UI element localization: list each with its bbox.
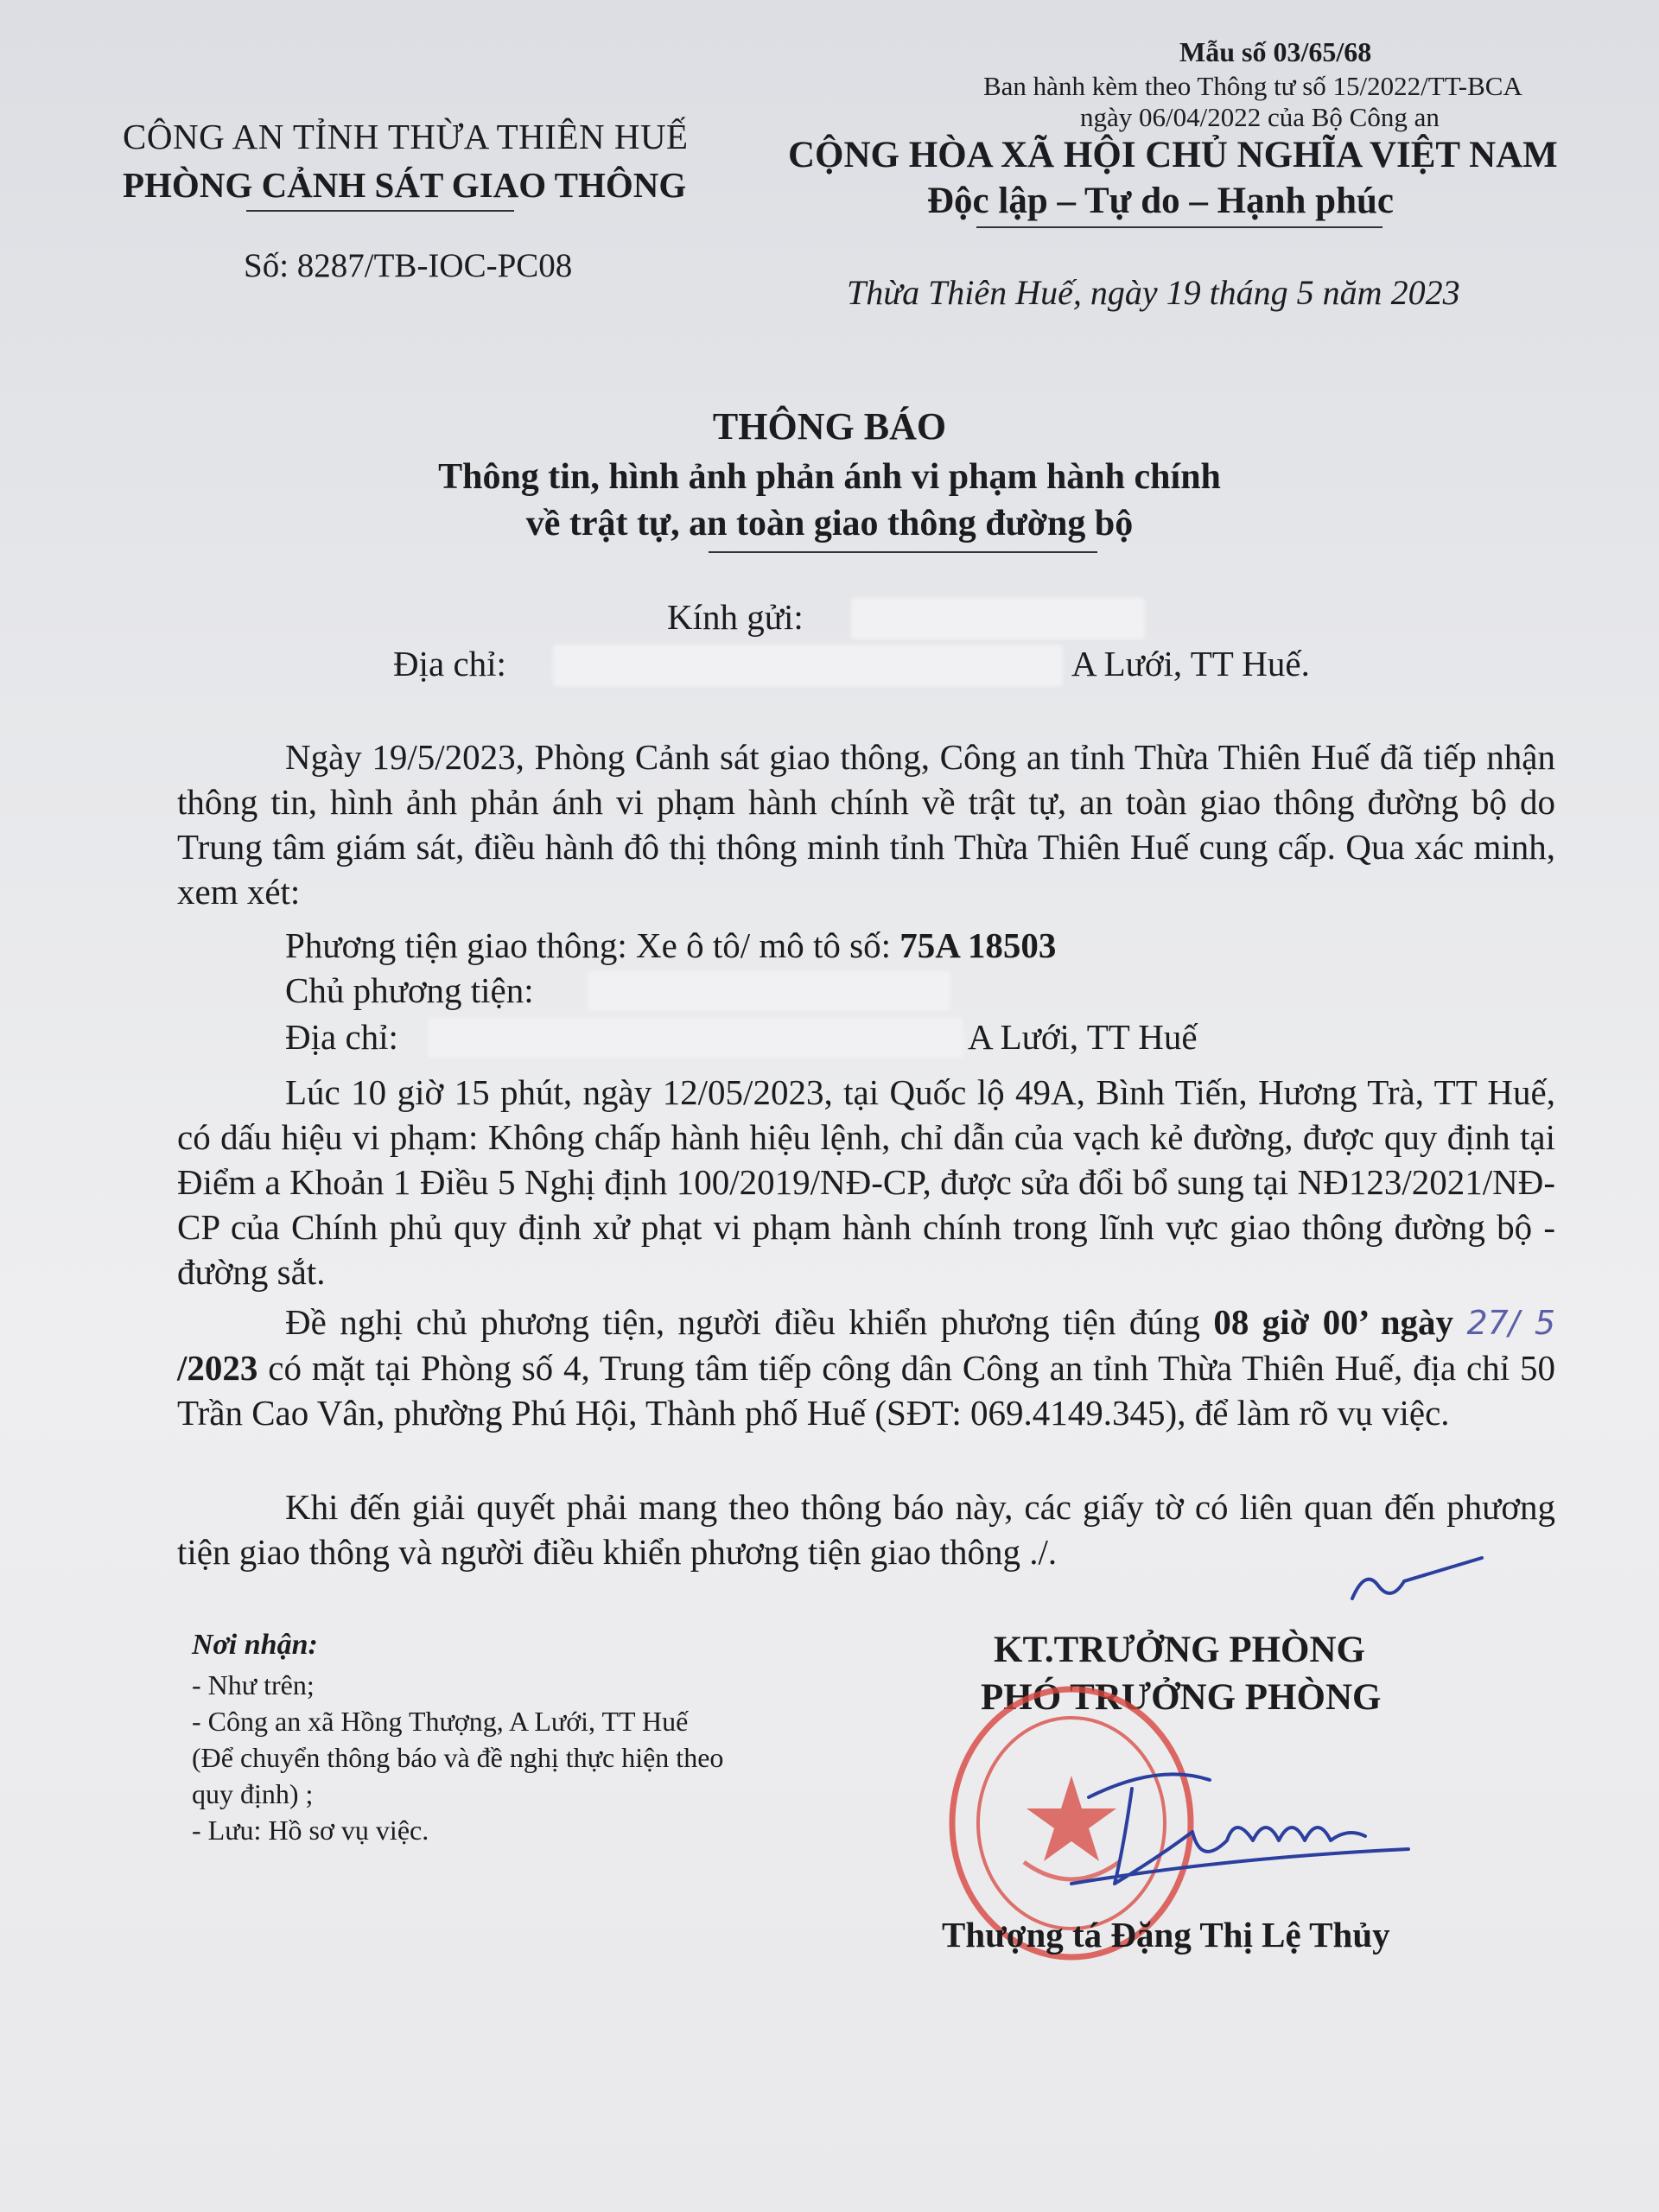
recipients-title: Nơi nhận: <box>192 1629 318 1661</box>
place-date: Thừa Thiên Huế, ngày 19 tháng 5 năm 2023 <box>847 273 1460 312</box>
recipient-label: Kính gửi: <box>667 597 804 637</box>
document-subtitle-2: về trật tự, an toàn giao thông đường bộ <box>525 504 1134 543</box>
title-underline <box>709 551 1097 553</box>
summons-text-a: Đề nghị chủ phương tiện, người điều khiển phương tiện đúng <box>285 1302 1200 1342</box>
document-subtitle-1: Thông tin, hình ảnh phản ánh vi phạm hành chính <box>438 457 1221 497</box>
owner-address-suffix: A Lưới, TT Huế <box>968 1017 1198 1057</box>
motto-underline <box>976 226 1382 228</box>
redacted-recipient-address <box>553 645 1063 686</box>
signature-title-2: PHÓ TRƯỞNG PHÒNG <box>981 1677 1382 1718</box>
recipients-item: - Lưu: Hồ sơ vụ việc. <box>192 1815 429 1846</box>
form-issued-note: Ban hành kèm theo Thông tư số 15/2022/TT-BCA <box>983 71 1522 101</box>
agency-name: PHÒNG CẢNH SÁT GIAO THÔNG <box>123 165 687 205</box>
recipients-item: - Công an xã Hồng Thượng, A Lưới, TT Huế <box>192 1706 689 1737</box>
paragraph-violation <box>177 1070 1555 1294</box>
vehicle-label: Phương tiện giao thông: Xe ô tô/ mô tô số: <box>285 925 892 965</box>
instructions-text: Khi đến giải quyết phải mang theo thông báo này, các giấy tờ có liên quan đến phương tiện giao thông và người điều khiển phương tiện giao thông ./. <box>177 1487 1555 1572</box>
national-motto: Độc lập – Tự do – Hạnh phúc <box>927 181 1394 221</box>
signer-name: Thượng tá Đặng Thị Lệ Thủy <box>942 1915 1390 1955</box>
recipient-address-suffix: A Lưới, TT Huế. <box>1071 644 1310 683</box>
recipients-item: - Như trên; <box>192 1669 315 1700</box>
vehicle-line <box>285 925 1056 966</box>
redacted-owner-name <box>588 971 950 1011</box>
owner-address-label: Địa chỉ: <box>285 1017 398 1057</box>
redacted-recipient-name <box>851 598 1145 639</box>
document-number: Số: 8287/TB-IOC-PC08 <box>244 247 573 284</box>
handwritten-date: 27/ 5 <box>1466 1304 1556 1342</box>
form-issued-date: ngày 06/04/2022 của Bộ Công an <box>1080 102 1440 132</box>
summons-year: /2023 <box>177 1348 258 1388</box>
handwritten-tick-icon <box>1344 1551 1491 1611</box>
redacted-owner-address <box>428 1018 963 1058</box>
signature-title-1: KT.TRƯỞNG PHÒNG <box>994 1630 1365 1670</box>
recipient-address-label: Địa chỉ: <box>393 644 506 683</box>
summons-text-b: có mặt tại Phòng số 4, Trung tâm tiếp công dân Công an tỉnh Thừa Thiên Huế, địa chỉ 50 Trần Cao Vân, phường Phú Hội, Thành phố Huế (SĐT: 069.4149.345), để làm rõ vụ việc. <box>177 1348 1556 1433</box>
document-title: THÔNG BÁO <box>712 405 947 448</box>
country-name: CỘNG HÒA XÃ HỘI CHỦ NGHĨA VIỆT NAM <box>788 135 1558 175</box>
paragraph-summons <box>177 1300 1555 1435</box>
violation-text: Lúc 10 giờ 15 phút, ngày 12/05/2023, tại Quốc lộ 49A, Bình Tiến, Hương Trà, TT Huế, có dấu hiệu vi phạm: Không chấp hành hiệu lệnh, chỉ dẫn của vạch kẻ đường, được quy định tại Điểm a Khoản 1 Điều 5 Nghị định 100/2019/NĐ-CP, được sửa đổi bổ sung tại NĐ123/2021/NĐ-CP của Chính phủ quy định xử phạt vi phạm hành chính trong lĩnh vực giao thông đường bộ - đường sắt. <box>177 1072 1555 1292</box>
recipients-item: quy định) ; <box>192 1778 314 1809</box>
owner-label: Chủ phương tiện: <box>285 970 534 1010</box>
form-number: Mẫu số 03/65/68 <box>1179 36 1372 67</box>
summons-time: 08 giờ 00’ ngày <box>1213 1302 1454 1342</box>
recipients-item: (Để chuyển thông báo và đề nghị thực hiện theo <box>192 1742 724 1773</box>
handwritten-signature-icon <box>1054 1754 1417 1910</box>
paragraph-intro: Ngày 19/5/2023, Phòng Cảnh sát giao thông, Công an tỉnh Thừa Thiên Huế đã tiếp nhận thông tin, hình ảnh phản ánh vi phạm hành chính về trật tự, an toàn giao thông đường bộ do Trung tâm giám sát, điều hành đô thị thông minh tỉnh Thừa Thiên Huế cung cấp. Qua xác minh, xem xét: <box>177 737 1555 912</box>
agency-parent: CÔNG AN TỈNH THỪA THIÊN HUẾ <box>123 117 689 156</box>
vehicle-plate: 75A 18503 <box>899 925 1057 965</box>
agency-underline <box>246 210 514 212</box>
